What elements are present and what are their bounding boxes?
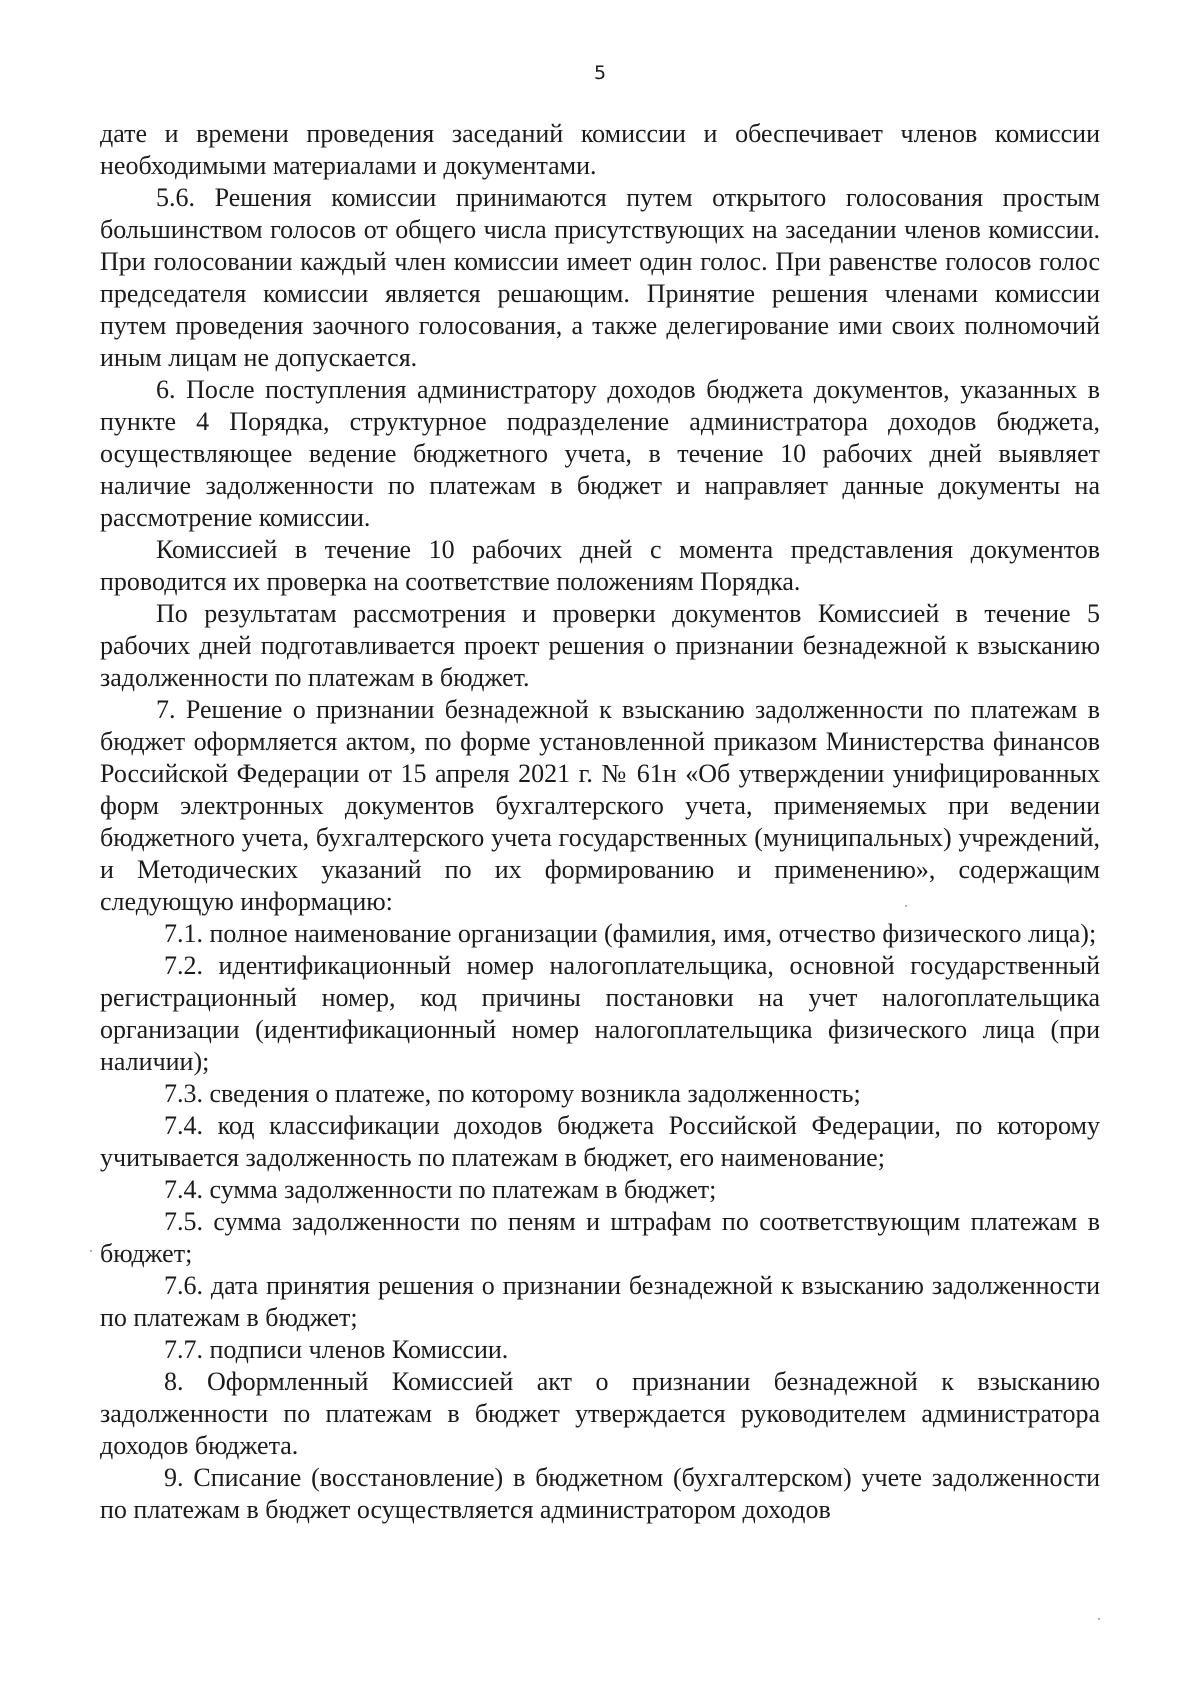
paragraph-7-3: 7.3. сведения о платеже, по которому возникла задолженность; (164, 1079, 861, 1108)
paragraph-7-4-code: 7.4. код классификации доходов бюджета Российской Федерации, по которому учитывается задолженность по платежам в бюджет, его наименование; (100, 1111, 1100, 1172)
page-number: 5 (593, 62, 607, 84)
scan-speck (90, 1250, 92, 1252)
paragraph-commission-check: Комиссией в течение 10 рабочих дней с момента представления документов проводится их проверка на соответствие положениям Порядка. (100, 535, 1100, 596)
paragraph-continuation: дате и времени проведения заседаний комиссии и обеспечивает членов комиссии необходимыми материалами и документами. (100, 119, 1100, 180)
scan-speck (905, 905, 907, 907)
paragraph-review-results: По результатам рассмотрения и проверки документов Комиссией в течение 5 рабочих дней подготавливается проект решения о признании безнадежной к взысканию задолженности по платежам в бюджет. (100, 599, 1100, 692)
paragraph-7-6: 7.6. дата принятия решения о признании безнадежной к взысканию задолженности по платежам в бюджет; (100, 1271, 1100, 1332)
scan-speck (1098, 1618, 1100, 1620)
paragraph-8: 8. Оформленный Комиссией акт о признании безнадежной к взысканию задолженности по платежам в бюджет утверждается руководителем администратора доходов бюджета. (100, 1367, 1100, 1460)
paragraph-7-5: 7.5. сумма задолженности по пеням и штрафам по соответствующим платежам в бюджет; (100, 1207, 1100, 1268)
paragraph-7-7: 7.7. подписи членов Комиссии. (164, 1335, 509, 1364)
document-body (100, 118, 1100, 1526)
paragraph-7-2: 7.2. идентификационный номер налогоплательщика, основной государственный регистрационный номер, код причины постановки на учет налогоплательщика организации (идентификационный номер налогоплательщика физического лица (при наличии); (100, 951, 1100, 1076)
paragraph-7: 7. Решение о признании безнадежной к взысканию задолженности по платежам в бюджет оформляется актом, по форме установленной приказом Министерства финансов Российской Федерации от 15 апреля 2021 г. № 61н «Об утверждении унифицированных форм электронных документов бухгалтерского учета, применяемых при ведении бюджетного учета, бухгалтерского учета государственных (муниципальных) учреждений, и Методических указаний по их формированию и применению», содержащим следующую информацию: (100, 695, 1100, 916)
paragraph-5-6: 5.6. Решения комиссии принимаются путем открытого голосования простым большинством голосов от общего числа присутствующих на заседании членов комиссии. При голосовании каждый член комиссии имеет один голос. При равенстве голосов голос председателя комиссии является решающим. Принятие решения членами комиссии путем проведения заочного голосования, а также делегирование ими своих полномочий иным лицам не допускается. (100, 183, 1100, 372)
paragraph-6: 6. После поступления администратору доходов бюджета документов, указанных в пункте 4 Порядка, структурное подразделение администратора доходов бюджета, осуществляющее ведение бюджетного учета, в течение 10 рабочих дней выявляет наличие задолженности по платежам в бюджет и направляет данные документы на рассмотрение комиссии. (100, 375, 1100, 532)
paragraph-7-1: 7.1. полное наименование организации (фамилия, имя, отчество физического лица); (164, 919, 1097, 948)
paragraph-9: 9. Списание (восстановление) в бюджетном (бухгалтерском) учете задолженности по платежам в бюджет осуществляется администратором доходов (100, 1463, 1100, 1524)
paragraph-7-4-sum: 7.4. сумма задолженности по платежам в бюджет; (164, 1175, 717, 1204)
